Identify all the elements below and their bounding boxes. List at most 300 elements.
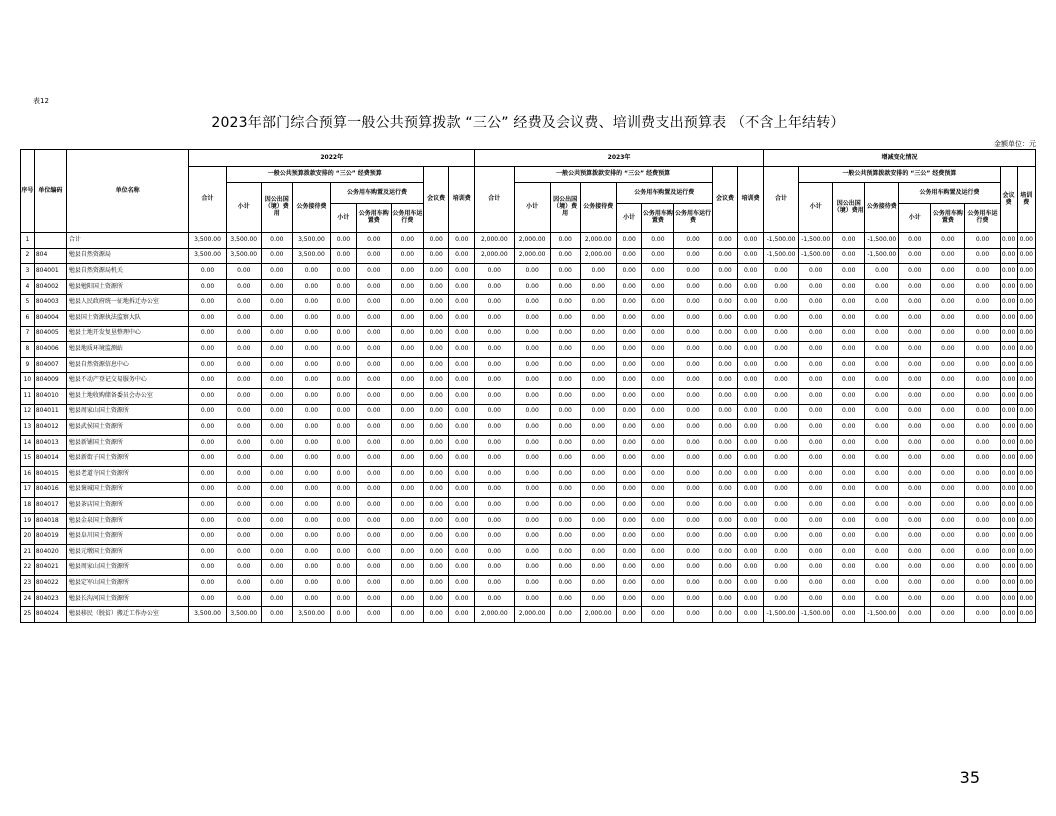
amount-cell: 0.00 [738, 529, 764, 545]
amount-cell: 0.00 [965, 233, 1000, 249]
amount-cell: 0.00 [449, 326, 475, 342]
table-row [21, 576, 1036, 592]
row-seq-cell: 16 [21, 466, 35, 482]
amount-cell: -1,500.00 [865, 607, 899, 623]
amount-cell: 0.00 [931, 529, 965, 545]
table-row [21, 264, 1036, 280]
row-code-cell: 804019 [34, 529, 66, 545]
amount-cell: 0.00 [965, 388, 1000, 404]
amount-cell: 0.00 [391, 357, 423, 373]
amount-cell: 0.00 [899, 342, 931, 358]
amount-cell: 0.00 [833, 420, 865, 436]
row-seq-cell: 14 [21, 435, 35, 451]
amount-cell: 0.00 [356, 342, 391, 358]
amount-cell: 0.00 [642, 279, 674, 295]
amount-cell: 0.00 [1000, 435, 1017, 451]
amount-cell: 0.00 [261, 451, 292, 467]
amount-cell: 0.00 [931, 560, 965, 576]
amount-cell: 0.00 [423, 342, 449, 358]
amount-cell: 0.00 [674, 373, 712, 389]
amount-cell: 0.00 [738, 435, 764, 451]
amount-cell: 0.00 [738, 342, 764, 358]
amount-cell: 0.00 [550, 295, 580, 311]
amount-cell: 0.00 [865, 373, 899, 389]
amount-cell: 0.00 [799, 295, 833, 311]
amount-cell: 0.00 [356, 498, 391, 514]
amount-cell: 0.00 [189, 404, 226, 420]
amount-cell: 0.00 [475, 295, 514, 311]
amount-cell: 0.00 [642, 607, 674, 623]
amount-cell: 0.00 [899, 357, 931, 373]
amount-cell: 0.00 [642, 342, 674, 358]
amount-cell: 0.00 [550, 498, 580, 514]
amount-cell: 0.00 [833, 326, 865, 342]
amount-cell: 0.00 [580, 373, 616, 389]
row-code-cell: 804021 [34, 560, 66, 576]
page-number: 35 [959, 768, 980, 787]
amount-cell: 0.00 [514, 513, 550, 529]
row-seq-cell: 24 [21, 591, 35, 607]
row-code-cell: 804009 [34, 373, 66, 389]
amount-cell: 0.00 [550, 404, 580, 420]
amount-cell: 0.00 [475, 576, 514, 592]
row-seq-cell: 19 [21, 513, 35, 529]
amount-cell: 0.00 [449, 560, 475, 576]
row-seq-cell: 1 [21, 233, 35, 249]
amount-cell: 0.00 [391, 295, 423, 311]
table-row [21, 357, 1036, 373]
amount-cell: 0.00 [391, 451, 423, 467]
amount-cell: 0.00 [833, 544, 865, 560]
amount-cell: 0.00 [292, 342, 330, 358]
row-seq-cell: 13 [21, 420, 35, 436]
amount-cell: 0.00 [833, 357, 865, 373]
amount-cell: 0.00 [642, 357, 674, 373]
header-name: 单位名称 [66, 150, 189, 233]
row-seq-cell: 2 [21, 248, 35, 264]
amount-cell: 0.00 [738, 498, 764, 514]
header-abroad: 因公出国（境）费用 [833, 183, 865, 233]
amount-cell: -1,500.00 [865, 248, 899, 264]
header-training: 培训费 [1017, 167, 1035, 233]
amount-cell: 0.00 [1017, 513, 1035, 529]
row-code-cell: 804005 [34, 326, 66, 342]
amount-cell: 0.00 [391, 388, 423, 404]
amount-cell: 0.00 [674, 420, 712, 436]
amount-cell: 0.00 [550, 451, 580, 467]
header-2022: 2022年 [189, 150, 475, 167]
row-code-cell: 804006 [34, 342, 66, 358]
amount-cell: 0.00 [580, 310, 616, 326]
amount-cell: 0.00 [931, 498, 965, 514]
amount-cell: 0.00 [475, 420, 514, 436]
amount-cell: 3,500.00 [226, 248, 261, 264]
amount-cell: 0.00 [261, 264, 292, 280]
row-seq-cell: 18 [21, 498, 35, 514]
amount-cell: 0.00 [189, 295, 226, 311]
amount-cell: 0.00 [931, 264, 965, 280]
amount-cell: 0.00 [763, 342, 798, 358]
amount-cell: 0.00 [1000, 342, 1017, 358]
amount-cell: 0.00 [514, 404, 550, 420]
amount-cell: 0.00 [514, 310, 550, 326]
amount-cell: 0.00 [616, 233, 642, 249]
amount-cell: 0.00 [674, 248, 712, 264]
amount-cell: 0.00 [356, 357, 391, 373]
amount-cell: 0.00 [423, 544, 449, 560]
amount-cell: 0.00 [674, 466, 712, 482]
amount-cell: 0.00 [580, 404, 616, 420]
amount-cell: 0.00 [226, 295, 261, 311]
amount-cell: 0.00 [550, 420, 580, 436]
amount-cell: 0.00 [580, 279, 616, 295]
amount-cell: 0.00 [449, 279, 475, 295]
amount-cell: 0.00 [616, 326, 642, 342]
amount-cell: 0.00 [763, 420, 798, 436]
amount-cell: 2,000.00 [580, 248, 616, 264]
amount-cell: 0.00 [931, 451, 965, 467]
amount-cell: 0.00 [833, 264, 865, 280]
amount-cell: 0.00 [899, 560, 931, 576]
amount-cell: 0.00 [763, 529, 798, 545]
amount-cell: 0.00 [261, 560, 292, 576]
amount-cell: 0.00 [674, 264, 712, 280]
table-row [21, 326, 1036, 342]
budget-table [20, 149, 1036, 623]
amount-cell: 0.00 [514, 388, 550, 404]
amount-cell: 0.00 [423, 326, 449, 342]
amount-cell: 0.00 [712, 264, 738, 280]
unit-note: 金额单位：元 [994, 140, 1036, 148]
amount-cell: 0.00 [331, 295, 357, 311]
amount-cell: 0.00 [261, 498, 292, 514]
amount-cell: 0.00 [331, 607, 357, 623]
amount-cell: 0.00 [616, 560, 642, 576]
amount-cell: 0.00 [550, 326, 580, 342]
amount-cell: 0.00 [580, 420, 616, 436]
amount-cell: 0.00 [799, 420, 833, 436]
amount-cell: 0.00 [449, 544, 475, 560]
amount-cell: 0.00 [1017, 295, 1035, 311]
amount-cell: 0.00 [899, 404, 931, 420]
row-name-cell: 勉县定军山国土资源所 [66, 576, 189, 592]
amount-cell: 0.00 [642, 404, 674, 420]
amount-cell: 0.00 [712, 342, 738, 358]
amount-cell: 0.00 [449, 420, 475, 436]
amount-cell: 0.00 [738, 295, 764, 311]
amount-cell: 0.00 [331, 404, 357, 420]
amount-cell: 0.00 [226, 404, 261, 420]
amount-cell: 0.00 [616, 342, 642, 358]
amount-cell: 0.00 [292, 435, 330, 451]
amount-cell: 0.00 [931, 233, 965, 249]
amount-cell: 0.00 [449, 404, 475, 420]
amount-cell: 0.00 [391, 498, 423, 514]
amount-cell: 0.00 [331, 544, 357, 560]
amount-cell: 0.00 [865, 451, 899, 467]
amount-cell: 0.00 [331, 466, 357, 482]
amount-cell: 0.00 [226, 435, 261, 451]
row-code-cell: 804010 [34, 388, 66, 404]
amount-cell: 0.00 [738, 560, 764, 576]
amount-cell: 0.00 [674, 310, 712, 326]
amount-cell: 0.00 [226, 529, 261, 545]
amount-cell: 0.00 [642, 435, 674, 451]
header-general: 一般公共预算拨款安排的 “三公” 经费预算 [514, 167, 712, 183]
row-seq-cell: 8 [21, 342, 35, 358]
amount-cell: 0.00 [965, 482, 1000, 498]
row-code-cell: 804020 [34, 544, 66, 560]
amount-cell: 0.00 [423, 576, 449, 592]
amount-cell: 0.00 [799, 357, 833, 373]
amount-cell: 0.00 [226, 482, 261, 498]
amount-cell: 0.00 [674, 435, 712, 451]
amount-cell: 0.00 [642, 544, 674, 560]
amount-cell: 0.00 [763, 560, 798, 576]
amount-cell: 0.00 [931, 420, 965, 436]
amount-cell: 0.00 [514, 295, 550, 311]
amount-cell: 0.00 [763, 591, 798, 607]
amount-cell: 0.00 [616, 404, 642, 420]
amount-cell: 0.00 [738, 248, 764, 264]
amount-cell: 0.00 [580, 544, 616, 560]
amount-cell: 0.00 [550, 529, 580, 545]
header-general: 一般公共预算拨款安排的 “三公” 经费预算 [226, 167, 423, 183]
amount-cell: -1,500.00 [763, 248, 798, 264]
amount-cell: 0.00 [391, 529, 423, 545]
amount-cell: 0.00 [674, 560, 712, 576]
amount-cell: 0.00 [712, 435, 738, 451]
amount-cell: 0.00 [833, 576, 865, 592]
amount-cell: 0.00 [356, 248, 391, 264]
amount-cell: 0.00 [423, 591, 449, 607]
amount-cell: 0.00 [189, 373, 226, 389]
row-seq-cell: 11 [21, 388, 35, 404]
amount-cell: 0.00 [674, 513, 712, 529]
amount-cell: 0.00 [475, 451, 514, 467]
amount-cell: 0.00 [899, 295, 931, 311]
amount-cell: 0.00 [580, 264, 616, 280]
amount-cell: 0.00 [356, 404, 391, 420]
amount-cell: 0.00 [712, 404, 738, 420]
amount-cell: 0.00 [1000, 607, 1017, 623]
amount-cell: 0.00 [356, 326, 391, 342]
amount-cell: 0.00 [712, 482, 738, 498]
amount-cell: 0.00 [226, 544, 261, 560]
amount-cell: 0.00 [391, 279, 423, 295]
amount-cell: 0.00 [965, 560, 1000, 576]
amount-cell: 0.00 [712, 279, 738, 295]
amount-cell: 0.00 [799, 310, 833, 326]
amount-cell: 0.00 [865, 560, 899, 576]
amount-cell: 2,000.00 [514, 248, 550, 264]
amount-cell: 0.00 [580, 295, 616, 311]
amount-cell: 0.00 [356, 373, 391, 389]
amount-cell: 0.00 [449, 373, 475, 389]
amount-cell: 0.00 [356, 233, 391, 249]
amount-cell: 0.00 [674, 326, 712, 342]
amount-cell: 0.00 [514, 591, 550, 607]
amount-cell: 0.00 [865, 420, 899, 436]
amount-cell: 0.00 [763, 264, 798, 280]
row-code-cell: 804023 [34, 591, 66, 607]
amount-cell: 0.00 [423, 560, 449, 576]
row-seq-cell: 17 [21, 482, 35, 498]
amount-cell: 0.00 [931, 513, 965, 529]
amount-cell: 2,000.00 [580, 607, 616, 623]
amount-cell: 0.00 [550, 310, 580, 326]
amount-cell: 0.00 [226, 498, 261, 514]
amount-cell: 0.00 [475, 279, 514, 295]
amount-cell: 0.00 [356, 420, 391, 436]
amount-cell: 0.00 [331, 498, 357, 514]
amount-cell: 0.00 [642, 482, 674, 498]
amount-cell: 0.00 [763, 544, 798, 560]
amount-cell: 2,000.00 [475, 607, 514, 623]
amount-cell: 0.00 [965, 498, 1000, 514]
amount-cell: 0.00 [799, 279, 833, 295]
amount-cell: 0.00 [261, 326, 292, 342]
amount-cell: 0.00 [965, 466, 1000, 482]
amount-cell: 0.00 [1017, 404, 1035, 420]
amount-cell: 0.00 [331, 342, 357, 358]
amount-cell: 0.00 [799, 435, 833, 451]
amount-cell: 0.00 [738, 357, 764, 373]
table-header [21, 150, 1036, 233]
amount-cell: 0.00 [261, 233, 292, 249]
amount-cell: 0.00 [292, 357, 330, 373]
amount-cell: 0.00 [1000, 233, 1017, 249]
amount-cell: 0.00 [356, 466, 391, 482]
amount-cell: 0.00 [865, 279, 899, 295]
header-code: 单位编码 [34, 150, 66, 233]
amount-cell: 0.00 [738, 310, 764, 326]
amount-cell: 0.00 [449, 310, 475, 326]
amount-cell: 0.00 [931, 404, 965, 420]
amount-cell: 0.00 [674, 576, 712, 592]
row-code-cell: 804001 [34, 264, 66, 280]
amount-cell: 0.00 [899, 233, 931, 249]
amount-cell: 0.00 [292, 560, 330, 576]
amount-cell: 0.00 [580, 513, 616, 529]
amount-cell: 0.00 [226, 310, 261, 326]
amount-cell: 0.00 [1017, 373, 1035, 389]
amount-cell: 0.00 [763, 576, 798, 592]
amount-cell: 0.00 [738, 466, 764, 482]
amount-cell: 0.00 [833, 482, 865, 498]
amount-cell: 0.00 [331, 248, 357, 264]
amount-cell: 0.00 [292, 388, 330, 404]
amount-cell: 0.00 [738, 233, 764, 249]
header-general: 一般公共预算拨款安排的 “三公” 经费预算 [799, 167, 1000, 183]
header-meeting: 会议费 [712, 167, 738, 233]
amount-cell: 3,500.00 [292, 248, 330, 264]
amount-cell: 0.00 [580, 466, 616, 482]
row-name-cell: 勉县土地开发复垦整理中心 [66, 326, 189, 342]
header-vehicle-subtotal: 小计 [616, 204, 642, 233]
amount-cell: 0.00 [799, 466, 833, 482]
amount-cell: 0.00 [423, 295, 449, 311]
amount-cell: 0.00 [514, 357, 550, 373]
amount-cell: 0.00 [931, 482, 965, 498]
amount-cell: 0.00 [189, 529, 226, 545]
table-row [21, 435, 1036, 451]
amount-cell: 0.00 [226, 591, 261, 607]
amount-cell: 0.00 [799, 498, 833, 514]
amount-cell: 0.00 [833, 498, 865, 514]
amount-cell: 0.00 [833, 591, 865, 607]
amount-cell: 0.00 [331, 233, 357, 249]
amount-cell: 0.00 [550, 248, 580, 264]
amount-cell: 0.00 [391, 342, 423, 358]
table-row [21, 544, 1036, 560]
amount-cell: 0.00 [261, 295, 292, 311]
amount-cell: 0.00 [580, 482, 616, 498]
amount-cell: 0.00 [423, 498, 449, 514]
amount-cell: 0.00 [763, 279, 798, 295]
amount-cell: 0.00 [1000, 279, 1017, 295]
amount-cell: 0.00 [965, 513, 1000, 529]
amount-cell: 0.00 [712, 388, 738, 404]
amount-cell: 0.00 [292, 498, 330, 514]
amount-cell: 0.00 [292, 591, 330, 607]
header-vehicle-group: 公务用车购置及运行费 [616, 183, 712, 204]
row-code-cell [34, 233, 66, 249]
amount-cell: 0.00 [642, 248, 674, 264]
header-vehicle-purchase: 公务用车购置费 [356, 204, 391, 233]
amount-cell: 0.00 [423, 607, 449, 623]
amount-cell: 0.00 [292, 576, 330, 592]
row-seq-cell: 3 [21, 264, 35, 280]
row-seq-cell: 15 [21, 451, 35, 467]
row-name-cell: 勉县土地收购储备委员会办公室 [66, 388, 189, 404]
amount-cell: 0.00 [292, 420, 330, 436]
amount-cell: 0.00 [1017, 326, 1035, 342]
amount-cell: 0.00 [642, 264, 674, 280]
row-name-cell: 勉县老道寺国土资源所 [66, 466, 189, 482]
amount-cell: 0.00 [1017, 279, 1035, 295]
amount-cell: 0.00 [189, 420, 226, 436]
amount-cell: 0.00 [226, 466, 261, 482]
amount-cell: 0.00 [763, 498, 798, 514]
amount-cell: 0.00 [674, 482, 712, 498]
amount-cell: 0.00 [1000, 420, 1017, 436]
amount-cell: 0.00 [833, 373, 865, 389]
amount-cell: 0.00 [674, 498, 712, 514]
amount-cell: 0.00 [189, 310, 226, 326]
amount-cell: 0.00 [550, 544, 580, 560]
table-row [21, 388, 1036, 404]
header-reception: 公务接待费 [865, 183, 899, 233]
amount-cell: 0.00 [833, 435, 865, 451]
amount-cell: 0.00 [1000, 248, 1017, 264]
amount-cell: 0.00 [965, 420, 1000, 436]
amount-cell: 0.00 [674, 388, 712, 404]
amount-cell: 0.00 [763, 513, 798, 529]
amount-cell: 0.00 [292, 295, 330, 311]
amount-cell: 0.00 [674, 529, 712, 545]
amount-cell: 0.00 [1017, 248, 1035, 264]
amount-cell: 0.00 [514, 342, 550, 358]
amount-cell: 0.00 [475, 560, 514, 576]
amount-cell: 0.00 [514, 420, 550, 436]
amount-cell: 0.00 [833, 342, 865, 358]
amount-cell: 0.00 [292, 466, 330, 482]
amount-cell: 0.00 [423, 435, 449, 451]
amount-cell: 0.00 [423, 388, 449, 404]
table-row [21, 529, 1036, 545]
amount-cell: 0.00 [738, 420, 764, 436]
